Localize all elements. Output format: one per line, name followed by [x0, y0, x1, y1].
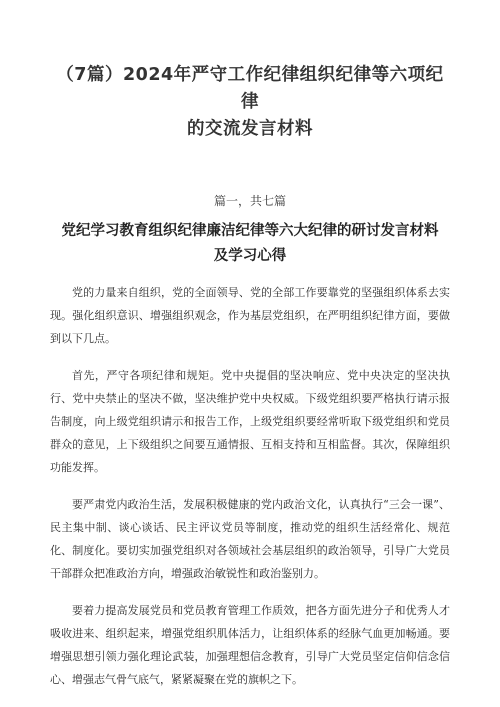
- document-title-line-2: 的交流发言材料: [187, 119, 313, 139]
- paragraph: 党的力量来自组织，党的全面领导、党的全部工作要靠党的坚强组织体系去实现。强化组织意识、增强组织观念，作为基层党组织，在严明组织纪律方面，要做到以下几点。: [50, 286, 450, 345]
- section-label: 篇一，共七篇: [213, 194, 286, 208]
- paragraph: 首先，严守各项纪律和规矩。党中央提倡的坚决响应、党中央决定的坚决执行、党中央禁止的坚决不做，坚决维护党中央权威。下级党组织要严格执行请示报告制度，向上级党组织请示和报告工作，上级党组织要经常听取下级党组织和党员群众的意见，上下级组织之间要互通情报、互相支持和互相监督。其次，保障组织功能发挥。: [50, 369, 450, 474]
- paragraph: 要严肃党内政治生活，发展积极健康的党内政治文化，认真执行“三会一课”、民主集中制、谈心谈话、民主评议党员等制度，推动党的组织生活经常化、规范化、制度化。要切实加强党组织对各领域社会基层组织的政治领导，引导广大党员干部群众把准政治方向，增强政治敏锐性和政治鉴别力。: [50, 498, 450, 580]
- document-title: [50, 62, 450, 143]
- paragraph: 要着力提高发展党员和党员教育管理工作质效，把各方面先进分子和优秀人才吸收进来、组织起来，增强党组织肌体活力，让组织体系的经脉气血更加畅通。要增强思想引领力强化理论武装，加强理想信念教育，引导广大党员坚定信仰信念信心、增强志气骨气底气，紧紧凝聚在党的旗帜之下。: [50, 604, 450, 686]
- section-subtitle: 党纪学习教育组织纪律廉洁纪律等六大纪律的研讨发言材料及学习心得: [61, 223, 439, 264]
- body-text: [50, 281, 450, 691]
- document-title-line-1: （7篇）2024年严守工作纪律组织纪律等六项纪律: [56, 65, 444, 112]
